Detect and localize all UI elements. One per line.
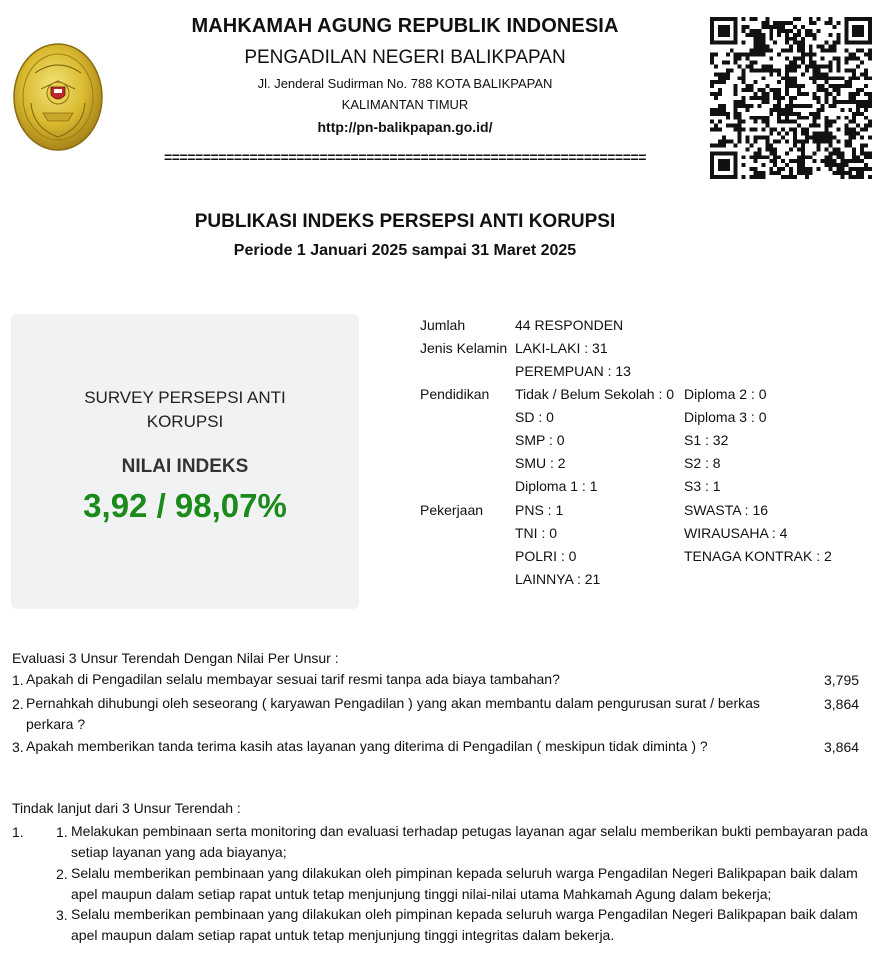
evaluation-text: Pernahkah dihubungi oleh seseorang ( karyawan Pengadilan ) yang akan membantu dalam pengurusan surat / berkas perkara ? bbox=[26, 695, 760, 732]
header-divider: ============================================================== bbox=[163, 149, 647, 165]
court-website: http://pn-balikpapan.go.id/ bbox=[317, 119, 493, 135]
gender-male: LAKI-LAKI : 31 bbox=[515, 340, 608, 356]
evaluation-text: Apakah memberikan tanda terima kasih atas layanan yang diterima di Pengadilan ( meskipun tidak diminta ) ? bbox=[26, 738, 708, 754]
followup-text: Selalu memberikan pembinaan yang dilakukan oleh pimpinan kepada seluruh warga Pengadilan Negeri Balikpapan baik dalam apel maupun dalam setiap rapat untuk tetap menjunjung tinggi nilai-nilai utama Mahkamah Agung dalam bekerja; bbox=[71, 865, 858, 902]
followup-num: 2. bbox=[56, 866, 68, 882]
page-title: PUBLIKASI INDEKS PERSEPSI ANTI KORUPSI bbox=[194, 211, 616, 232]
evaluation-heading: Evaluasi 3 Unsur Terendah Dengan Nilai Per Unsur : bbox=[12, 650, 339, 666]
qr-code bbox=[710, 17, 872, 179]
edu-item: SMU : 2 bbox=[515, 455, 566, 471]
evaluation-value: 3,795 bbox=[824, 672, 860, 688]
evaluation-num: 3. bbox=[12, 739, 24, 755]
edu-item: Diploma 1 : 1 bbox=[515, 478, 598, 494]
court-address: Jl. Jenderal Sudirman No. 788 KOTA BALIKPAPAN bbox=[257, 76, 553, 91]
org-name: MAHKAMAH AGUNG REPUBLIK INDONESIA bbox=[191, 15, 619, 37]
court-province: KALIMANTAN TIMUR bbox=[341, 97, 469, 112]
gender-label: Jenis Kelamin bbox=[420, 340, 508, 356]
survey-title-line1: SURVEY PERSEPSI ANTI bbox=[84, 388, 286, 407]
edu-item: S3 : 1 bbox=[684, 478, 721, 494]
job-item: POLRI : 0 bbox=[515, 548, 577, 564]
court-name: PENGADILAN NEGERI BALIKPAPAN bbox=[244, 47, 566, 68]
job-item: SWASTA : 16 bbox=[684, 502, 769, 518]
job-item: TENAGA KONTRAK : 2 bbox=[684, 548, 832, 564]
education-label: Pendidikan bbox=[420, 386, 490, 402]
survey-title-line2: KORUPSI bbox=[146, 412, 224, 431]
job-item: LAINNYA : 21 bbox=[515, 571, 601, 587]
followup-text: Selalu memberikan pembinaan yang dilakukan oleh pimpinan kepada seluruh warga Pengadilan Negeri Balikpapan baik dalam apel maupun dalam setiap rapat untuk tetap menjunjung tinggi integritas dalam bekerja. bbox=[71, 906, 858, 943]
evaluation-value: 3,864 bbox=[824, 739, 860, 755]
evaluation-value: 3,864 bbox=[824, 696, 860, 712]
job-label: Pekerjaan bbox=[420, 502, 484, 518]
job-item: PNS : 1 bbox=[515, 502, 564, 518]
index-card bbox=[11, 314, 359, 609]
followup-num: 3. bbox=[56, 907, 68, 923]
edu-item: SD : 0 bbox=[515, 409, 554, 425]
survey-title bbox=[11, 386, 359, 434]
edu-item: S1 : 32 bbox=[684, 432, 729, 448]
job-item: WIRAUSAHA : 4 bbox=[684, 525, 788, 541]
edu-item: Tidak / Belum Sekolah : 0 bbox=[515, 386, 675, 402]
followup-heading: Tindak lanjut dari 3 Unsur Terendah : bbox=[12, 800, 241, 816]
index-value: 3,92 / 98,07% bbox=[83, 487, 287, 524]
jumlah-value: 44 RESPONDEN bbox=[515, 317, 624, 333]
edu-item: Diploma 3 : 0 bbox=[684, 409, 767, 425]
followup-num: 1. bbox=[56, 824, 68, 840]
jumlah-label: Jumlah bbox=[420, 317, 466, 333]
edu-item: S2 : 8 bbox=[684, 455, 721, 471]
mahkamah-agung-logo bbox=[13, 43, 103, 151]
index-label: NILAI INDEKS bbox=[121, 456, 249, 477]
edu-item: SMP : 0 bbox=[515, 432, 565, 448]
evaluation-text: Apakah di Pengadilan selalu membayar sesuai tarif resmi tanpa ada biaya tambahan? bbox=[26, 671, 560, 687]
followup-text: Melakukan pembinaan serta monitoring dan evaluasi terhadap petugas layanan agar selalu memberikan bukti pembayaran pada setiap layanan yang ada biayanya; bbox=[71, 823, 868, 860]
evaluation-num: 2. bbox=[12, 696, 24, 712]
evaluation-num: 1. bbox=[12, 672, 24, 688]
period: Periode 1 Januari 2025 sampai 31 Maret 2025 bbox=[233, 242, 577, 259]
followup-outer-num: 1. bbox=[12, 824, 24, 840]
edu-item: Diploma 2 : 0 bbox=[684, 386, 767, 402]
gender-female: PEREMPUAN : 13 bbox=[515, 363, 631, 379]
job-item: TNI : 0 bbox=[515, 525, 558, 541]
